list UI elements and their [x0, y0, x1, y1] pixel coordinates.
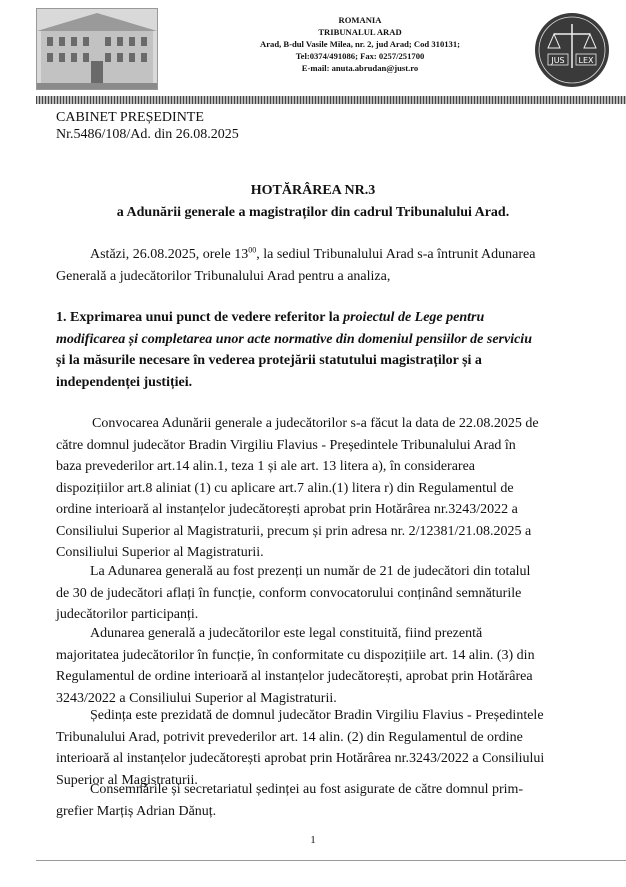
paragraph-line: Adunarea generală a judecătorilor este legal constituită, fiind prezentă: [90, 626, 483, 641]
header-country: ROMANIA: [338, 15, 382, 25]
paragraph-line: baza prevederilor art.14 alin.1, teza 1 și ale art. 13 litera a), în considerarea: [56, 459, 476, 474]
paragraph-line: Regulamentul de ordine interioară al instanțelor judecătorești, aprobat prin Hotărârea: [56, 669, 533, 684]
decision-title: HOTĂRÂREA NR.3: [250, 183, 376, 198]
cabinet-block: [56, 109, 239, 143]
paragraph-line: către domnul judecător Bradin Virgiliu Flavius - Președintele Tribunalului Arad în: [56, 437, 516, 453]
item1-line-3: și la măsurile necesare în vederea protejării statutului magistraților și a: [56, 353, 482, 368]
item1-text-b: proiectul de Lege pentru: [343, 310, 485, 325]
paragraph-line: majoritatea judecătorilor în funcție, în conformitate cu dispozițiile art. 14 alin. (3) din: [56, 647, 535, 663]
courthouse-image: [36, 8, 158, 90]
convocation-paragraph: [56, 413, 608, 564]
paragraph-line: dispozițiilor art.8 aliniat (1) cu aplicare art.7 alin.(1) litera r) din Regulamentul de: [56, 480, 514, 496]
item1-line-4: independenței justiției.: [56, 374, 193, 390]
page-number: 1: [310, 834, 316, 846]
header-institution: TRIBUNALUL ARAD: [318, 27, 402, 37]
emblem-right-text: LEX: [578, 56, 594, 65]
paragraph-line: Consiliului Superior al Magistraturii, precum și prin adresa nr. 2/12381/21.08.2025 a: [56, 523, 532, 539]
justice-emblem: [534, 12, 610, 88]
intro-paragraph: [56, 244, 608, 287]
secretariat-paragraph: [56, 779, 608, 822]
paragraph-line: Convocarea Adunării generale a judecătorilor s-a făcut la data de 22.08.2025 de: [92, 416, 539, 431]
header-address: Arad, B-dul Vasile Milea, nr. 2, jud Arad; Cod 310131;: [260, 39, 460, 49]
header-divider: [36, 96, 626, 104]
footer-divider: [36, 860, 626, 861]
registration-number: Nr.5486/108/Ad. din 26.08.2025: [56, 127, 239, 142]
decision-subtitle: a Adunării generale a magistraților din cadrul Tribunalului Arad.: [116, 205, 510, 220]
emblem-left-text: JUS: [551, 56, 565, 65]
paragraph-line: grefier Marțiș Adrian Dănuț.: [56, 803, 217, 819]
paragraph-line: La Adunarea generală au fost prezenți un număr de 21 de judecători din totalul: [90, 564, 531, 579]
item1-line-2: modificarea și completarea unor acte normative din domeniul pensiilor de serviciu: [56, 331, 532, 347]
paragraph-line: judecătorilor participanți.: [56, 607, 199, 622]
paragraph-line: interioară al instanțelor judecătorești aprobat prin Hotărârea nr.3243/2022 a Consiliului: [56, 751, 545, 766]
quorum-paragraph: [56, 623, 608, 709]
intro-text-a: Astăzi, 26.08.2025, orele 13: [90, 247, 249, 262]
cabinet-name: CABINET PREȘEDINTE: [56, 110, 204, 125]
agenda-item-1: [56, 307, 608, 393]
paragraph-line: Tribunalului Arad, potrivit prevederilor art. 14 alin. (2) din Regulamentul de ordine: [56, 729, 523, 745]
paragraph-line: Ședința este prezidată de domnul judecător Bradin Virgiliu Flavius - Președintele: [90, 708, 544, 723]
intro-text-b: , la sediul Tribunalului Arad s-a întrunit Adunarea: [256, 247, 536, 262]
paragraph-line: de 30 de judecători aflați în funcție, conform convocatorului conținând semnăturile: [56, 585, 522, 601]
paragraph-line: Consiliului Superior al Magistraturii.: [56, 545, 264, 560]
attendance-paragraph: [56, 561, 608, 626]
item1-text-a: 1. Exprimarea unui punct de vedere referitor la: [56, 310, 344, 325]
intro-line-2: Generală a judecătorilor Tribunalului Arad pentru a analiza,: [56, 268, 391, 284]
header-phone: Tel:0374/491086; Fax: 0257/251700: [295, 51, 425, 61]
paragraph-line: Consemnările și secretariatul ședinței au fost asigurate de către domnul prim-: [90, 782, 524, 797]
institution-header: [250, 14, 470, 74]
paragraph-line: ordine interioară al instanțelor judecătorești aprobat prin Hotărârea nr.3243/2022 a: [56, 502, 518, 517]
header-email: E-mail: anuta.abrudan@just.ro: [301, 63, 419, 73]
intro-time-sup: 00: [248, 245, 257, 255]
paragraph-line: 3243/2022 a Consiliului Superior al Magistraturii.: [56, 690, 337, 706]
paragraph-line: Superior al Magistraturii.: [56, 772, 198, 788]
